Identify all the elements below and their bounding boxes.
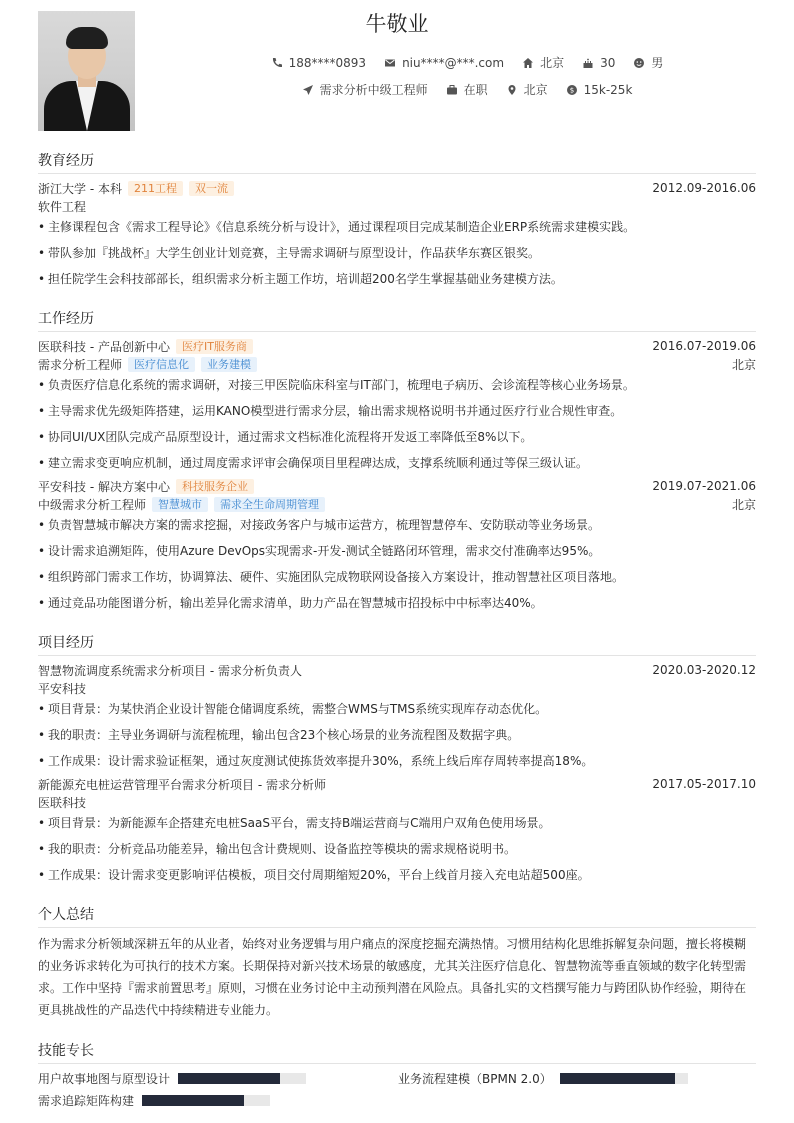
city-text: 北京 [540,56,565,70]
company-tag: 科技服务企业 [176,479,254,494]
svg-text:$: $ [569,86,574,95]
project-bullet: • 项目背景：为某快消企业设计智能仓储调度系统，需整合WMS与TMS系统实现库存动态优化。 [38,700,756,717]
section-title-education: 教育经历 [38,150,756,174]
role-tag: 医疗信息化 [128,357,195,372]
project-org-line [38,680,756,696]
position-text: 需求分析中级工程师 [319,83,428,97]
work-role-line [38,356,756,372]
section-title-work: 工作经历 [38,308,756,332]
gender-text: 男 [651,56,664,70]
school-tag: 211工程 [128,181,183,196]
role-tag: 智慧城市 [152,497,208,512]
company-tag: 医疗IT服务商 [176,339,253,354]
email-icon [384,57,396,69]
work-bullet: • 通过竞品功能图谱分析，输出差异化需求清单，助力产品在智慧城市招投标中中标率达40%。 [38,594,756,611]
role-name: 需求分析工程师 [38,357,123,372]
section-title-projects: 项目经历 [38,632,756,656]
role-tag: 业务建模 [201,357,257,372]
status-text: 在职 [463,83,488,97]
work-bullet: • 协同UI/UX团队完成产品原型设计，通过需求文档标准化流程将开发返工率降低至8%以下。 [38,428,756,445]
education-major-line [38,198,756,214]
age-text: 30 [600,55,616,70]
work-bullet: • 建立需求变更响应机制，通过周度需求评审会确保项目里程碑达成，支撑系统顺利通过等保三级认证。 [38,454,756,471]
work-period: 2016.07-2019.06 [652,339,756,353]
work-header [38,338,756,354]
work-location: 北京 [731,357,756,372]
project-org: 医联科技 [38,795,87,810]
intent-row [140,81,794,98]
education-bullet: • 带队参加『挑战杯』大学生创业计划竞赛，主导需求调研与原型设计，作品获华东赛区银奖。 [38,244,756,261]
work-bullet: • 组织跨部门需求工作坊，协调算法、硬件、实施团队完成物联网设备接入方案设计，推动智慧社区项目落地。 [38,568,756,585]
role-name: 中级需求分析工程师 [38,497,147,512]
work-bullet: • 负责医疗信息化系统的需求调研，对接三甲医院临床科室与IT部门，梳理电子病历、会诊流程等核心业务场景。 [38,376,756,393]
work-bullet: • 设计需求追溯矩阵，使用Azure DevOps实现需求-开发-测试全链路闭环管理，需求交付准确率达95%。 [38,542,756,559]
cake-icon [582,57,594,69]
skill-name: 需求追踪矩阵构建 [38,1094,135,1108]
skill-level-bar [560,1073,688,1084]
project-header [38,662,756,678]
education-period: 2012.09-2016.06 [652,181,756,195]
project-header [38,776,756,792]
money-icon [566,84,578,96]
role-tag: 需求全生命周期管理 [214,497,325,512]
section-title-summary: 个人总结 [38,904,756,928]
salary-text: 15k-25k [583,82,633,97]
section-title-skills: 技能专长 [38,1040,756,1064]
project-title: 智慧物流调度系统需求分析项目 - 需求分析负责人 [38,663,302,678]
project-org: 平安科技 [38,681,87,696]
school-name: 浙江大学 - 本科 [38,181,122,196]
skill-name: 业务流程建模（BPMN 2.0） [398,1072,552,1086]
project-bullet: • 工作成果：设计需求变更影响评估模板，项目交付周期缩短20%，平台上线首月接入充电站超500座。 [38,866,756,883]
project-period: 2017.05-2017.10 [652,777,756,791]
education-bullet: • 担任院学生会科技部部长，组织需求分析主题工作坊，培训超200名学生掌握基础业务建模方法。 [38,270,756,287]
work-bullet: • 主导需求优先级矩阵搭建，运用KANO模型进行需求分层，输出需求规格说明书并通过医疗行业合规性审查。 [38,402,756,419]
education-bullet: • 主修课程包含《需求工程导论》《信息系统分析与设计》，通过课程项目完成某制造企业ERP系统需求建模实践。 [38,218,756,235]
project-title: 新能源充电桩运营管理平台需求分析项目 - 需求分析师 [38,777,326,792]
project-bullet: • 我的职责：主导业务调研与流程梳理，输出包含23个核心场景的业务流程图及数据字典。 [38,726,756,743]
project-bullet: • 项目背景：为新能源车企搭建充电桩SaaS平台，需支持B端运营商与C端用户双角色使用场景。 [38,814,756,831]
company-name: 医联科技 - 产品创新中心 [38,339,170,354]
phone-text: 188****0893 [288,55,367,70]
work-bullet: • 负责智慧城市解决方案的需求挖掘，对接政务客户与城市运营方，梳理智慧停车、安防联动等业务场景。 [38,516,756,533]
contact-row [140,54,794,71]
skill-item [398,1070,688,1087]
project-bullet: • 工作成果：设计需求验证框架，通过灰度测试使拣货效率提升30%，系统上线后库存周转率提高18%。 [38,752,756,769]
location-pin-icon [506,84,518,96]
company-name: 平安科技 - 解决方案中心 [38,479,170,494]
work-role-line [38,496,756,512]
skill-item [38,1070,306,1087]
gender-icon [633,57,645,69]
skill-level-bar [178,1073,306,1084]
phone-icon [271,57,283,69]
skill-level-bar [142,1095,270,1106]
skill-item [38,1092,270,1109]
major-text: 软件工程 [38,199,87,214]
project-period: 2020.03-2020.12 [652,663,756,677]
work-header [38,478,756,494]
location-text: 北京 [523,83,548,97]
project-org-line [38,794,756,810]
work-location: 北京 [731,497,756,512]
home-icon [522,57,534,69]
project-bullet: • 我的职责：分析竞品功能差异，输出包含计费规则、设备监控等模块的需求规格说明书。 [38,840,756,857]
skill-name: 用户故事地图与原型设计 [38,1072,171,1086]
education-header [38,180,756,196]
briefcase-icon [446,84,458,96]
email-text: niu****@***.com [402,55,505,70]
send-icon [302,84,314,96]
summary-text: 作为需求分析领域深耕五年的从业者，始终对业务逻辑与用户痛点的深度挖掘充满热情。习惯用结构化思维拆解复杂问题，擅长将模糊的业务诉求转化为可执行的技术方案。长期保持对新兴技术场景的敏感度，尤其关注医疗信息化、智慧物流等垂直领域的数字化转型需求。工作中坚持『需求前置思考』原则，习惯在业务讨论中主动预判潜在风险点。具备扎实的文档撰写能力与跨团队协作经验，期待在更具挑战性的产品迭代中持续精进专业能力。 [38,937,747,1017]
school-tag: 双一流 [189,181,234,196]
work-period: 2019.07-2021.06 [652,479,756,493]
candidate-name: 牛敬业 [365,12,429,36]
